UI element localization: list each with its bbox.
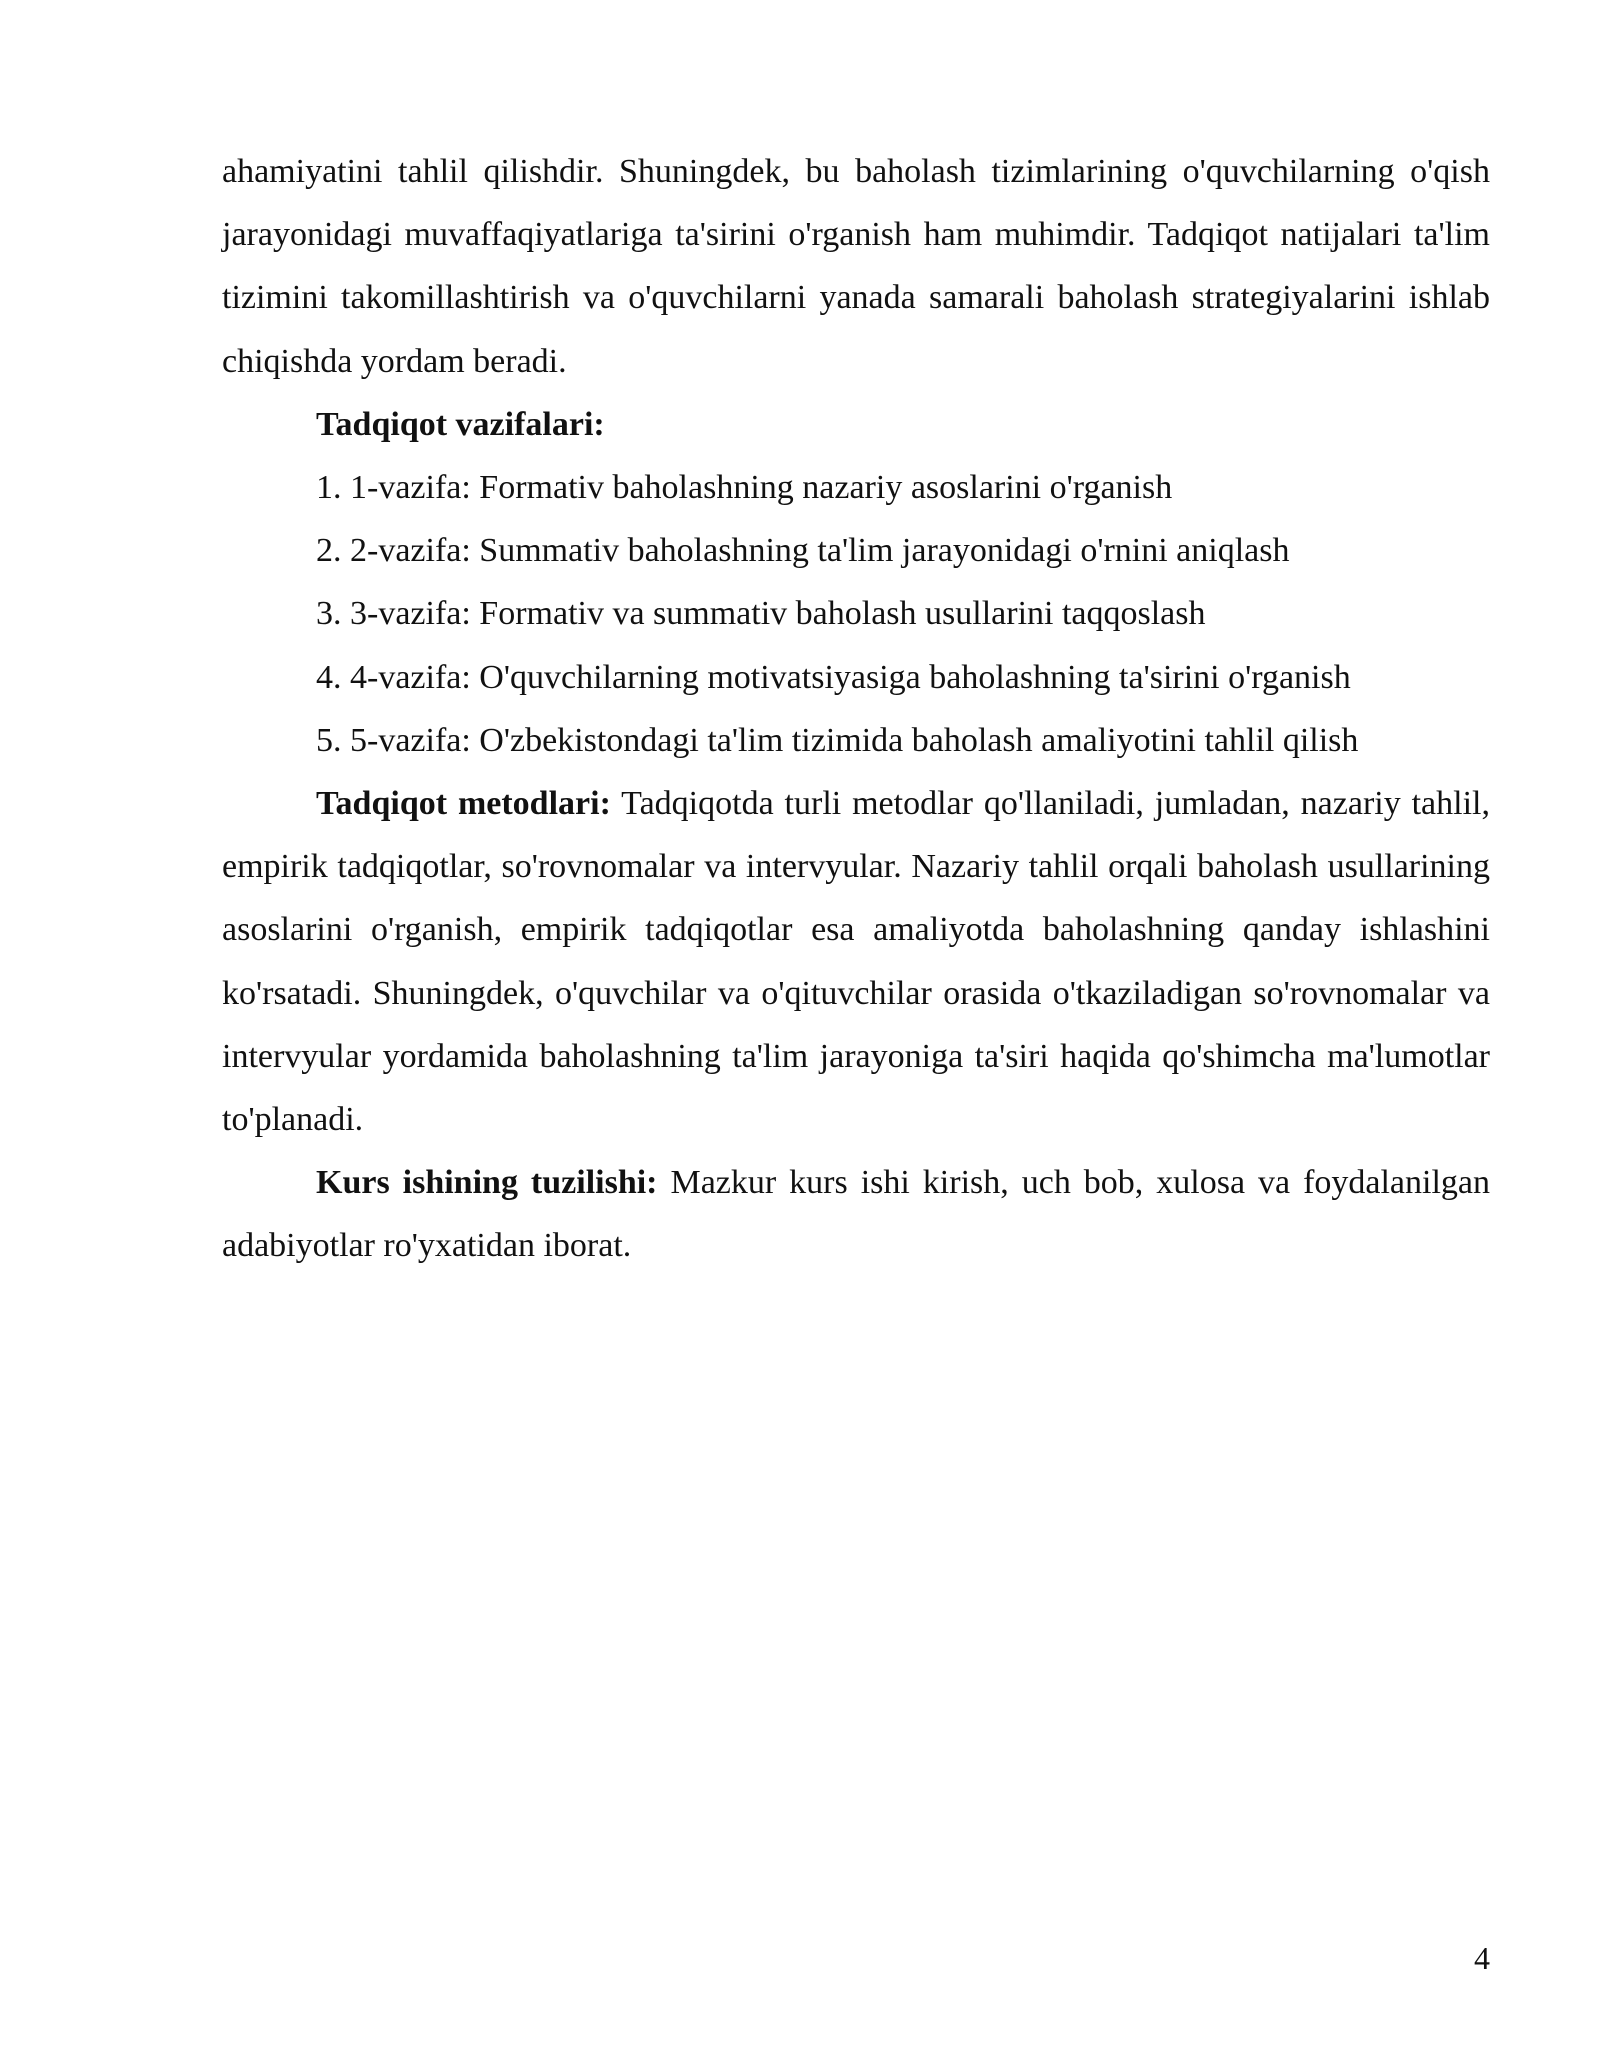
task-item-1: 1. 1-vazifa: Formativ baholashning nazariy asoslarini o'rganish [316, 469, 1173, 507]
intro-paragraph: ahamiyatini tahlil qilishdir. Shuningdek, bu baholash tizimlarining o'quvchilarning o'qish jarayonidagi muvaffaqiyatlariga ta'sirini o'rganish ham muhimdir. Tadqiqot natijalari ta'lim tizimini takomillashtirish va o'quvchilarni yanada samarali baholash strategiyalarini ishlab chiqishda yordam beradi. [222, 153, 1490, 380]
structure-label: Kurs ishining tuzilishi: [316, 1164, 658, 1202]
methods-label: Tadqiqot metodlari: [316, 785, 611, 823]
methods-paragraph [222, 772, 1490, 1151]
page-number: 4 [1474, 1940, 1490, 1976]
task-item-4: 4. 4-vazifa: O'quvchilarning motivatsiyasiga baholashning ta'sirini o'rganish [316, 658, 1351, 696]
structure-paragraph [222, 1151, 1490, 1277]
methods-text: Tadqiqotda turli metodlar qo'llaniladi, jumladan, nazariy tahlil, empirik tadqiqotlar, so'rovnomalar va intervyular. Nazariy tahlil orqali baholash usullarining asoslarini o'rganish, empirik tadqiqotlar esa amaliyotda baholashning qanday ishlashini ko'rsatadi. Shuningdek, o'quvchilar va o'qituvchilar orasida o'tkaziladigan so'rovnomalar va intervyular yordamida baholashning ta'lim jarayoniga ta'siri haqida qo'shimcha ma'lumotlar to'planadi. [222, 785, 1490, 1139]
tasks-list [222, 456, 1490, 772]
tasks-heading: Tadqiqot vazifalari: [316, 405, 605, 443]
structure-text: Mazkur kurs ishi kirish, uch bob, xulosa va foydalanilgan adabiyotlar ro'yxatidan iborat. [222, 1164, 1491, 1265]
task-item-3: 3. 3-vazifa: Formativ va summativ baholash usullarini taqqoslash [316, 595, 1206, 633]
task-item-2: 2. 2-vazifa: Summativ baholashning ta'lim jarayonidagi o'rnini aniqlash [316, 532, 1290, 570]
task-item-5: 5. 5-vazifa: O'zbekistondagi ta'lim tizimida baholash amaliyotini tahlil qilish [316, 721, 1359, 759]
page-content [222, 140, 1490, 1278]
